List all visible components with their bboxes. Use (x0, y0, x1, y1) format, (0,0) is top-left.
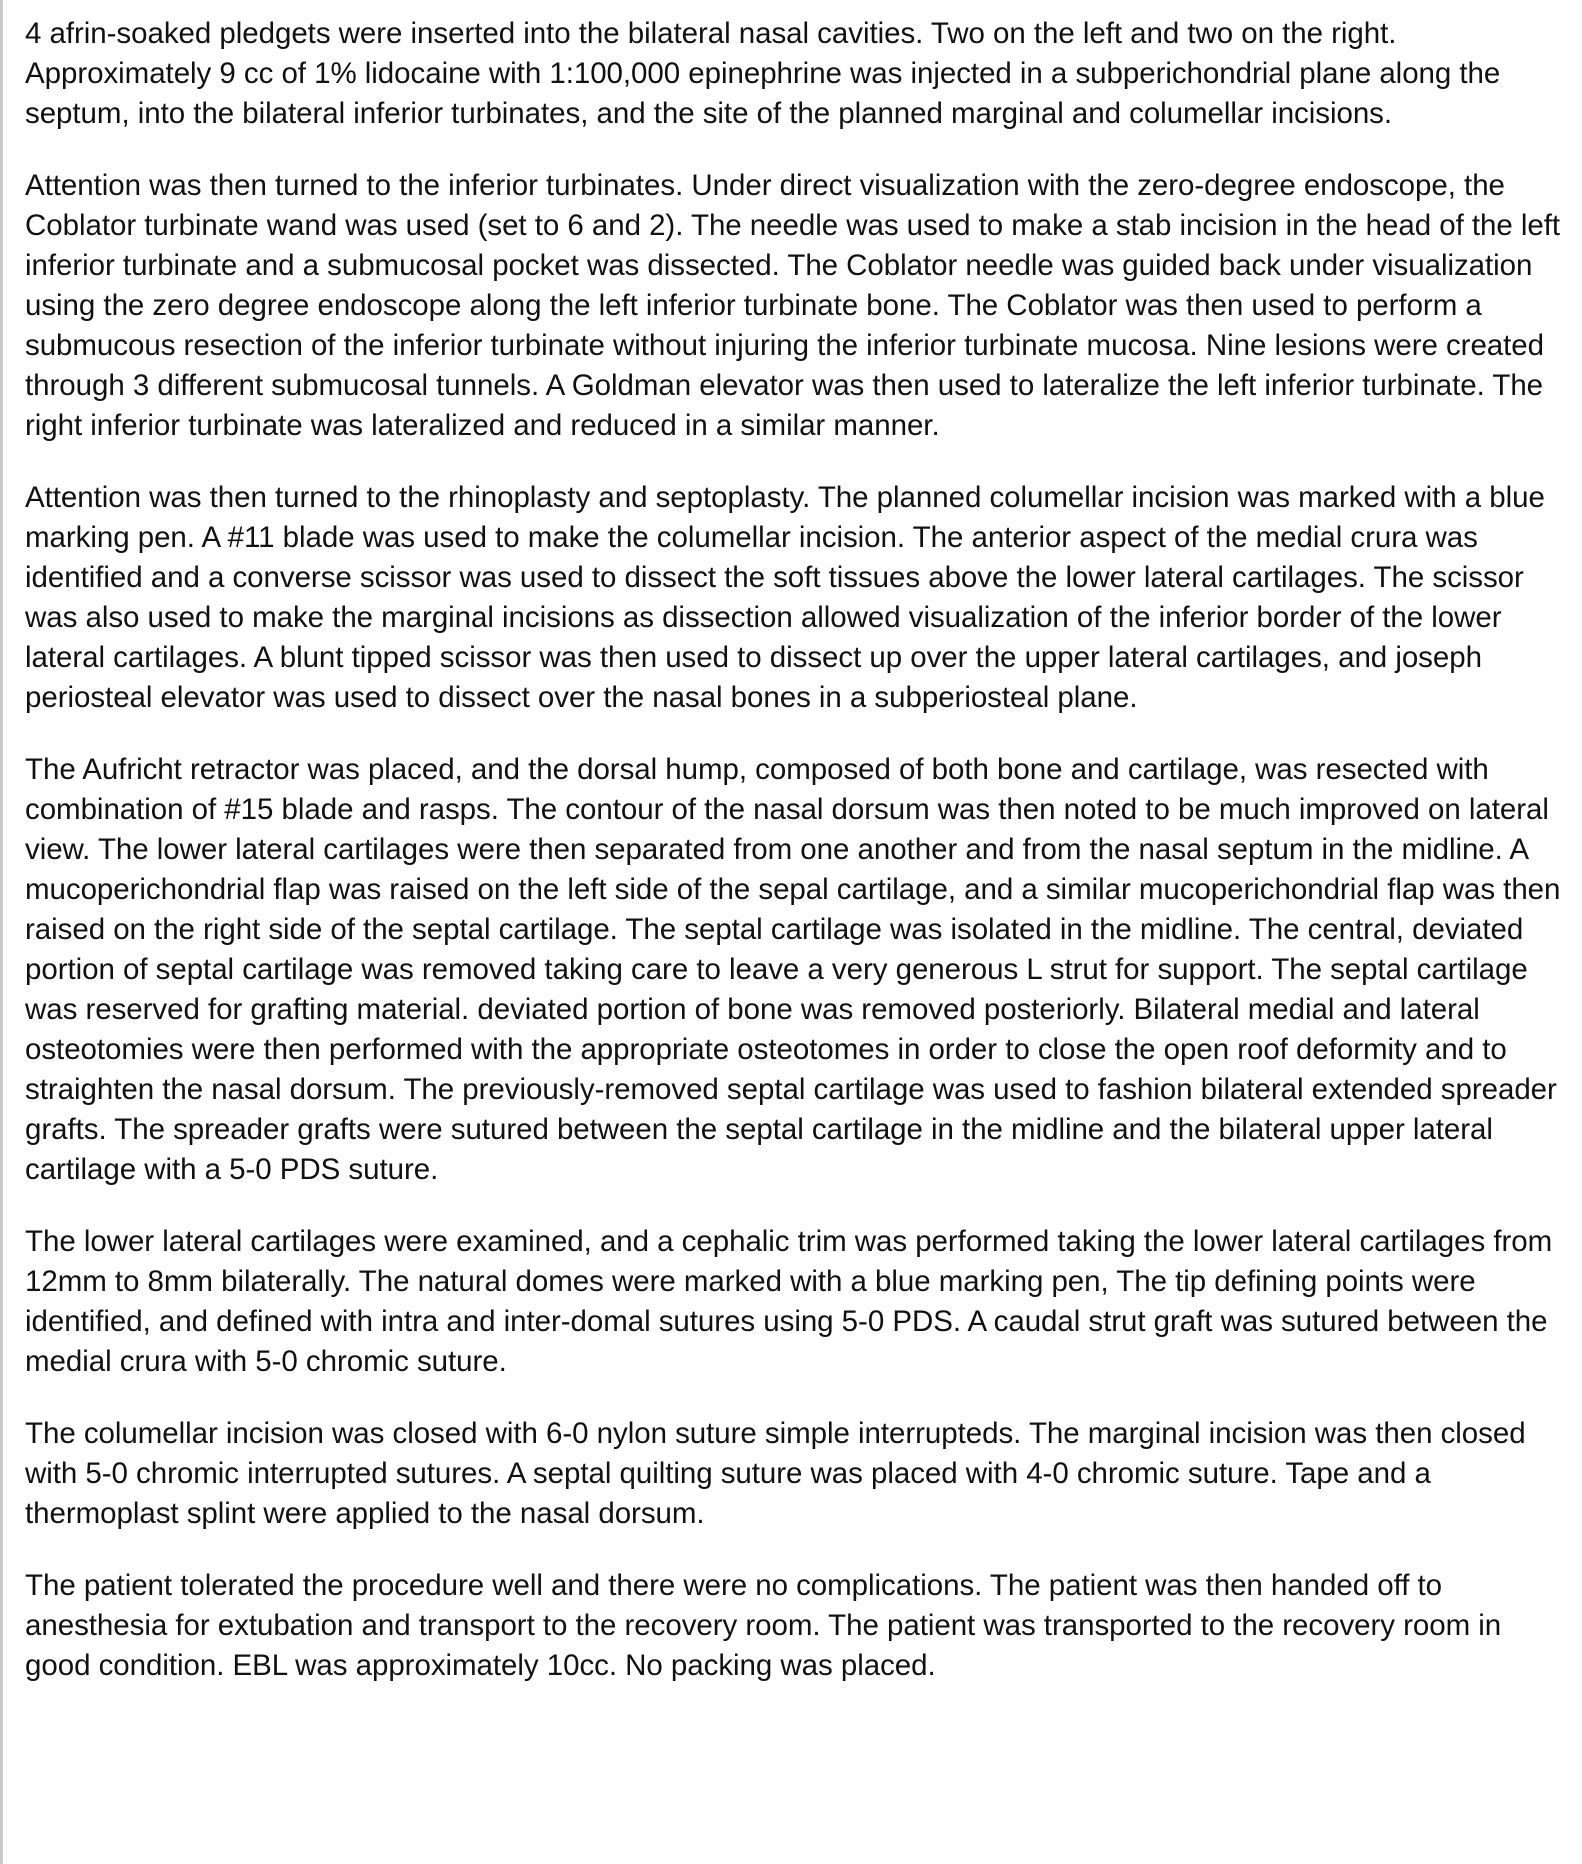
paragraph-closure: The columellar incision was closed with 6-0 nylon suture simple interrupteds. The marginal incision was then closed with 5-0 chromic interrupted sutures. A septal quilting suture was placed with 4-0 chromic suture. Tape and a thermoplast splint were applied to the nasal dorsum. (25, 1417, 1526, 1530)
paragraph-dorsal-hump-septum: The Aufricht retractor was placed, and the dorsal hump, composed of both bone and cartilage, was resected with combination of #15 blade and rasps. The contour of the nasal dorsum was then noted to be much improved on lateral view. The lower lateral cartilages were then separated from one another and from the nasal septum in the midline. A mucoperichondrial flap was raised on the left side of the sepal cartilage, and a similar mucoperichondrial flap was then raised on the right side of the septal cartilage. The septal cartilage was isolated in the midline. The central, deviated portion of septal cartilage was removed taking care to leave a very generous L strut for support. The septal cartilage was reserved for grafting material. deviated portion of bone was removed posteriorly. Bilateral medial and lateral osteotomies were then performed with the appropriate osteotomes in order to close the open roof deformity and to straighten the nasal dorsum. The previously-removed septal cartilage was used to fashion bilateral extended spreader grafts. The spreader grafts were sutured between the septal cartilage in the midline and the bilateral upper lateral cartilage with a 5-0 PDS suture. (25, 753, 1561, 1186)
paragraph-anesthesia-prep: 4 afrin-soaked pledgets were inserted into the bilateral nasal cavities. Two on the left and two on the right. Approximately 9 cc of 1% lidocaine with 1:100,000 epinephrine was injected in a subperichondrial plane along the septum, into the bilateral inferior turbinates, and the site of the planned marginal and columellar incisions. (25, 17, 1501, 130)
paragraph-outcome: The patient tolerated the procedure well and there were no complications. The patient was then handed off to anesthesia for extubation and transport to the recovery room. The patient was transported to the recovery room in good condition. EBL was approximately 10cc. No packing was placed. (25, 1569, 1502, 1682)
paragraph-lower-lateral-cartilages: The lower lateral cartilages were examined, and a cephalic trim was performed taking the lower lateral cartilages from 12mm to 8mm bilaterally. The natural domes were marked with a blue marking pen, The tip defining points were identified, and defined with intra and inter-domal sutures using 5-0 PDS. A caudal strut graft was sutured between the medial crura with 5-0 chromic suture. (25, 1225, 1553, 1378)
paragraph-rhinoplasty-approach: Attention was then turned to the rhinoplasty and septoplasty. The planned columellar incision was marked with a blue marking pen. A #11 blade was used to make the columellar incision. The anterior aspect of the medial crura was identified and a converse scissor was used to dissect the soft tissues above the lower lateral cartilages. The scissor was also used to make the marginal incisions as dissection allowed visualization of the inferior border of the lower lateral cartilages. A blunt tipped scissor was then used to dissect up over the upper lateral cartilages, and joseph periosteal elevator was used to dissect over the nasal bones in a subperiosteal plane. (25, 481, 1545, 714)
paragraph-inferior-turbinates: Attention was then turned to the inferior turbinates. Under direct visualization with the zero-degree endoscope, the Coblator turbinate wand was used (set to 6 and 2). The needle was used to make a stab incision in the head of the left inferior turbinate and a submucosal pocket was dissected. The Coblator needle was guided back under visualization using the zero degree endoscope along the left inferior turbinate bone. The Coblator was then used to perform a submucous resection of the inferior turbinate without injuring the inferior turbinate mucosa. Nine lesions were created through 3 different submucosal tunnels. A Goldman elevator was then used to lateralize the left inferior turbinate. The right inferior turbinate was lateralized and reduced in a similar manner. (25, 169, 1561, 442)
